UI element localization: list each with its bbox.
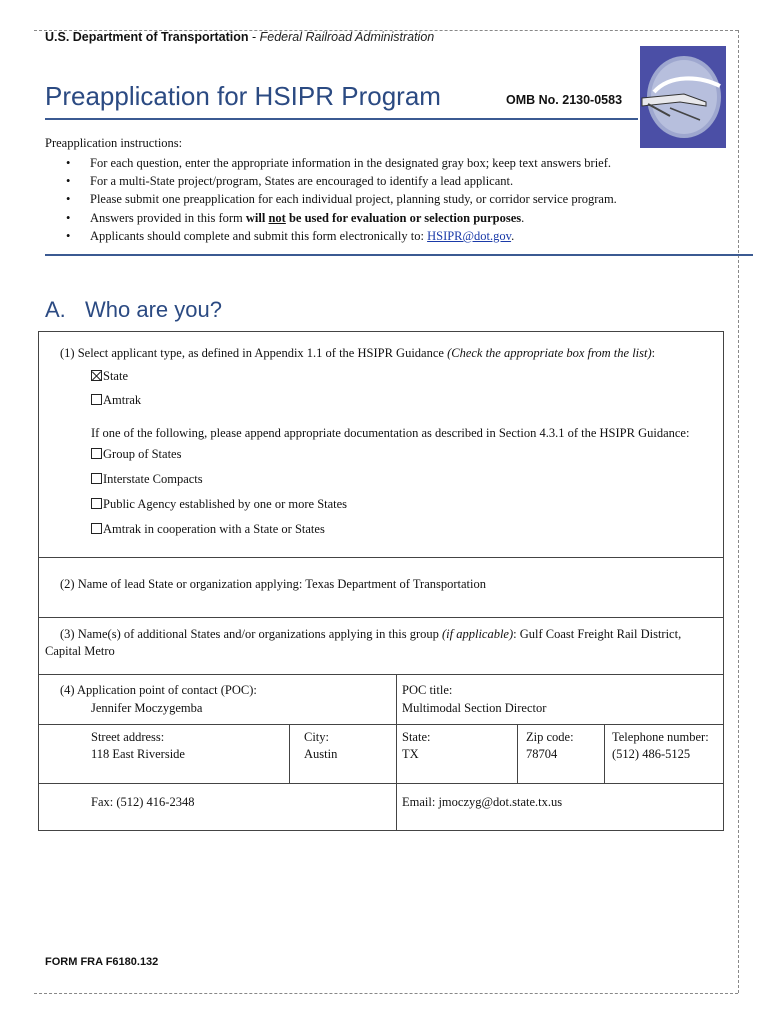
question-3-box (38, 617, 724, 675)
instruction-text: Applicants should complete and submit this form electronically to: (90, 228, 428, 243)
poc-label: (4) Application point of contact (POC): (60, 683, 257, 697)
section-title: Who are you? (85, 297, 222, 322)
phone-value[interactable]: (512) 486-5125 (612, 747, 691, 761)
instruction-bold: be used for evaluation or selection purposes (285, 210, 522, 225)
option-label: Public Agency established by one or more States (103, 497, 348, 511)
page-frame-bottom (34, 993, 738, 994)
column-divider (604, 724, 605, 783)
instruction-item (66, 209, 726, 227)
zip-value[interactable]: 78704 (526, 747, 558, 761)
street-value[interactable]: 118 East Riverside (91, 747, 185, 761)
checkbox-icon[interactable] (91, 473, 102, 484)
instruction-item: • For a multi-State project/program, States are encouraged to identify a lead applicant. (66, 172, 726, 190)
instruction-text: . (521, 210, 525, 225)
prompt-text: (1) Select applicant type, as defined in Appendix 1.1 of the HSIPR Guidance (60, 346, 448, 360)
section-rule (45, 254, 753, 256)
question-3-prompt: (3) Name(s) of additional States and/or organizations applying in this group (60, 627, 442, 641)
question-2-text[interactable]: (2) Name of lead State or organization applying: Texas Department of Transportation (60, 577, 486, 591)
checkbox-checked-icon[interactable] (91, 370, 102, 381)
header-rule (45, 118, 638, 120)
agency-line (45, 30, 434, 44)
option-group-of-states[interactable] (91, 447, 181, 462)
option-label: State (103, 369, 128, 383)
form-id: FORM FRA F6180.132 (45, 956, 159, 968)
option-interstate-compacts[interactable] (91, 472, 203, 487)
instruction-item (66, 227, 726, 245)
row-divider (39, 724, 723, 725)
poc-title-label: POC title: (402, 683, 453, 697)
email-link[interactable]: HSIPR@dot.gov (427, 228, 512, 243)
instruction-bold: will (245, 210, 269, 225)
prompt-italic: (Check the appropriate box from the list) (447, 346, 652, 360)
agency-name: U.S. Department of Transportation (45, 30, 249, 44)
agency-separator: - (248, 30, 260, 44)
page-frame-right (738, 30, 739, 993)
question-3-text[interactable] (60, 627, 681, 642)
column-divider (517, 724, 518, 783)
agency-sub: Federal Railroad Administration (259, 30, 435, 44)
instruction-underline: not (268, 210, 286, 225)
instruction-text: . (511, 228, 515, 243)
row-divider (39, 783, 723, 784)
question-3-italic: (if applicable) (441, 627, 514, 641)
checkbox-icon[interactable] (91, 448, 102, 459)
zip-label: Zip code: (526, 730, 574, 744)
section-a-heading (45, 297, 222, 323)
option-label: Amtrak (103, 393, 142, 407)
instruction-item: • For each question, enter the appropriate information in the designated gray box; keep text answers brief. (66, 154, 726, 172)
option-public-agency[interactable] (91, 497, 347, 512)
option-amtrak-cooperation[interactable] (91, 522, 325, 537)
column-divider (396, 675, 397, 830)
instruction-item: • Please submit one preapplication for each individual project, planning study, or corridor service program. (66, 190, 726, 208)
poc-value[interactable]: Jennifer Moczygemba (91, 701, 203, 715)
option-label: Group of States (103, 447, 182, 461)
question-3-answer-line2[interactable]: Capital Metro (45, 644, 115, 658)
option-label: Interstate Compacts (103, 472, 203, 486)
state-label: State: (402, 730, 431, 744)
option-label: Amtrak in cooperation with a State or States (103, 522, 325, 536)
street-label: Street address: (91, 730, 165, 744)
instructions-heading: Preapplication instructions: (45, 136, 183, 150)
checkbox-icon[interactable] (91, 523, 102, 534)
state-value[interactable]: TX (402, 747, 419, 761)
question-3-answer: : Gulf Coast Freight Rail District, (513, 627, 682, 641)
question-1-prompt (60, 346, 655, 361)
secondary-intro: If one of the following, please append appropriate documentation as described in Section 4.3.1 of the HSIPR Guidance: (91, 426, 690, 440)
city-value[interactable]: Austin (304, 747, 338, 761)
page-title: Preapplication for HSIPR Program (45, 81, 441, 111)
column-divider (289, 724, 290, 783)
city-label: City: (304, 730, 330, 744)
option-amtrak[interactable] (91, 393, 141, 408)
section-number: A. (45, 297, 66, 322)
instruction-text: Answers provided in this form (90, 210, 246, 225)
omb-number: OMB No. 2130-0583 (506, 93, 623, 107)
question-2-box (38, 557, 724, 618)
checkbox-icon[interactable] (91, 394, 102, 405)
fra-logo (640, 46, 726, 148)
email-field[interactable]: Email: jmoczyg@dot.state.tx.us (402, 795, 563, 809)
question-1-box (38, 331, 724, 558)
question-4-box (38, 674, 724, 831)
phone-label: Telephone number: (612, 730, 709, 744)
checkbox-icon[interactable] (91, 498, 102, 509)
prompt-text: : (651, 346, 656, 360)
poc-title-value[interactable]: Multimodal Section Director (402, 701, 547, 715)
instructions-list (66, 154, 726, 245)
fax-field[interactable]: Fax: (512) 416-2348 (91, 795, 195, 809)
option-state[interactable] (91, 369, 128, 384)
